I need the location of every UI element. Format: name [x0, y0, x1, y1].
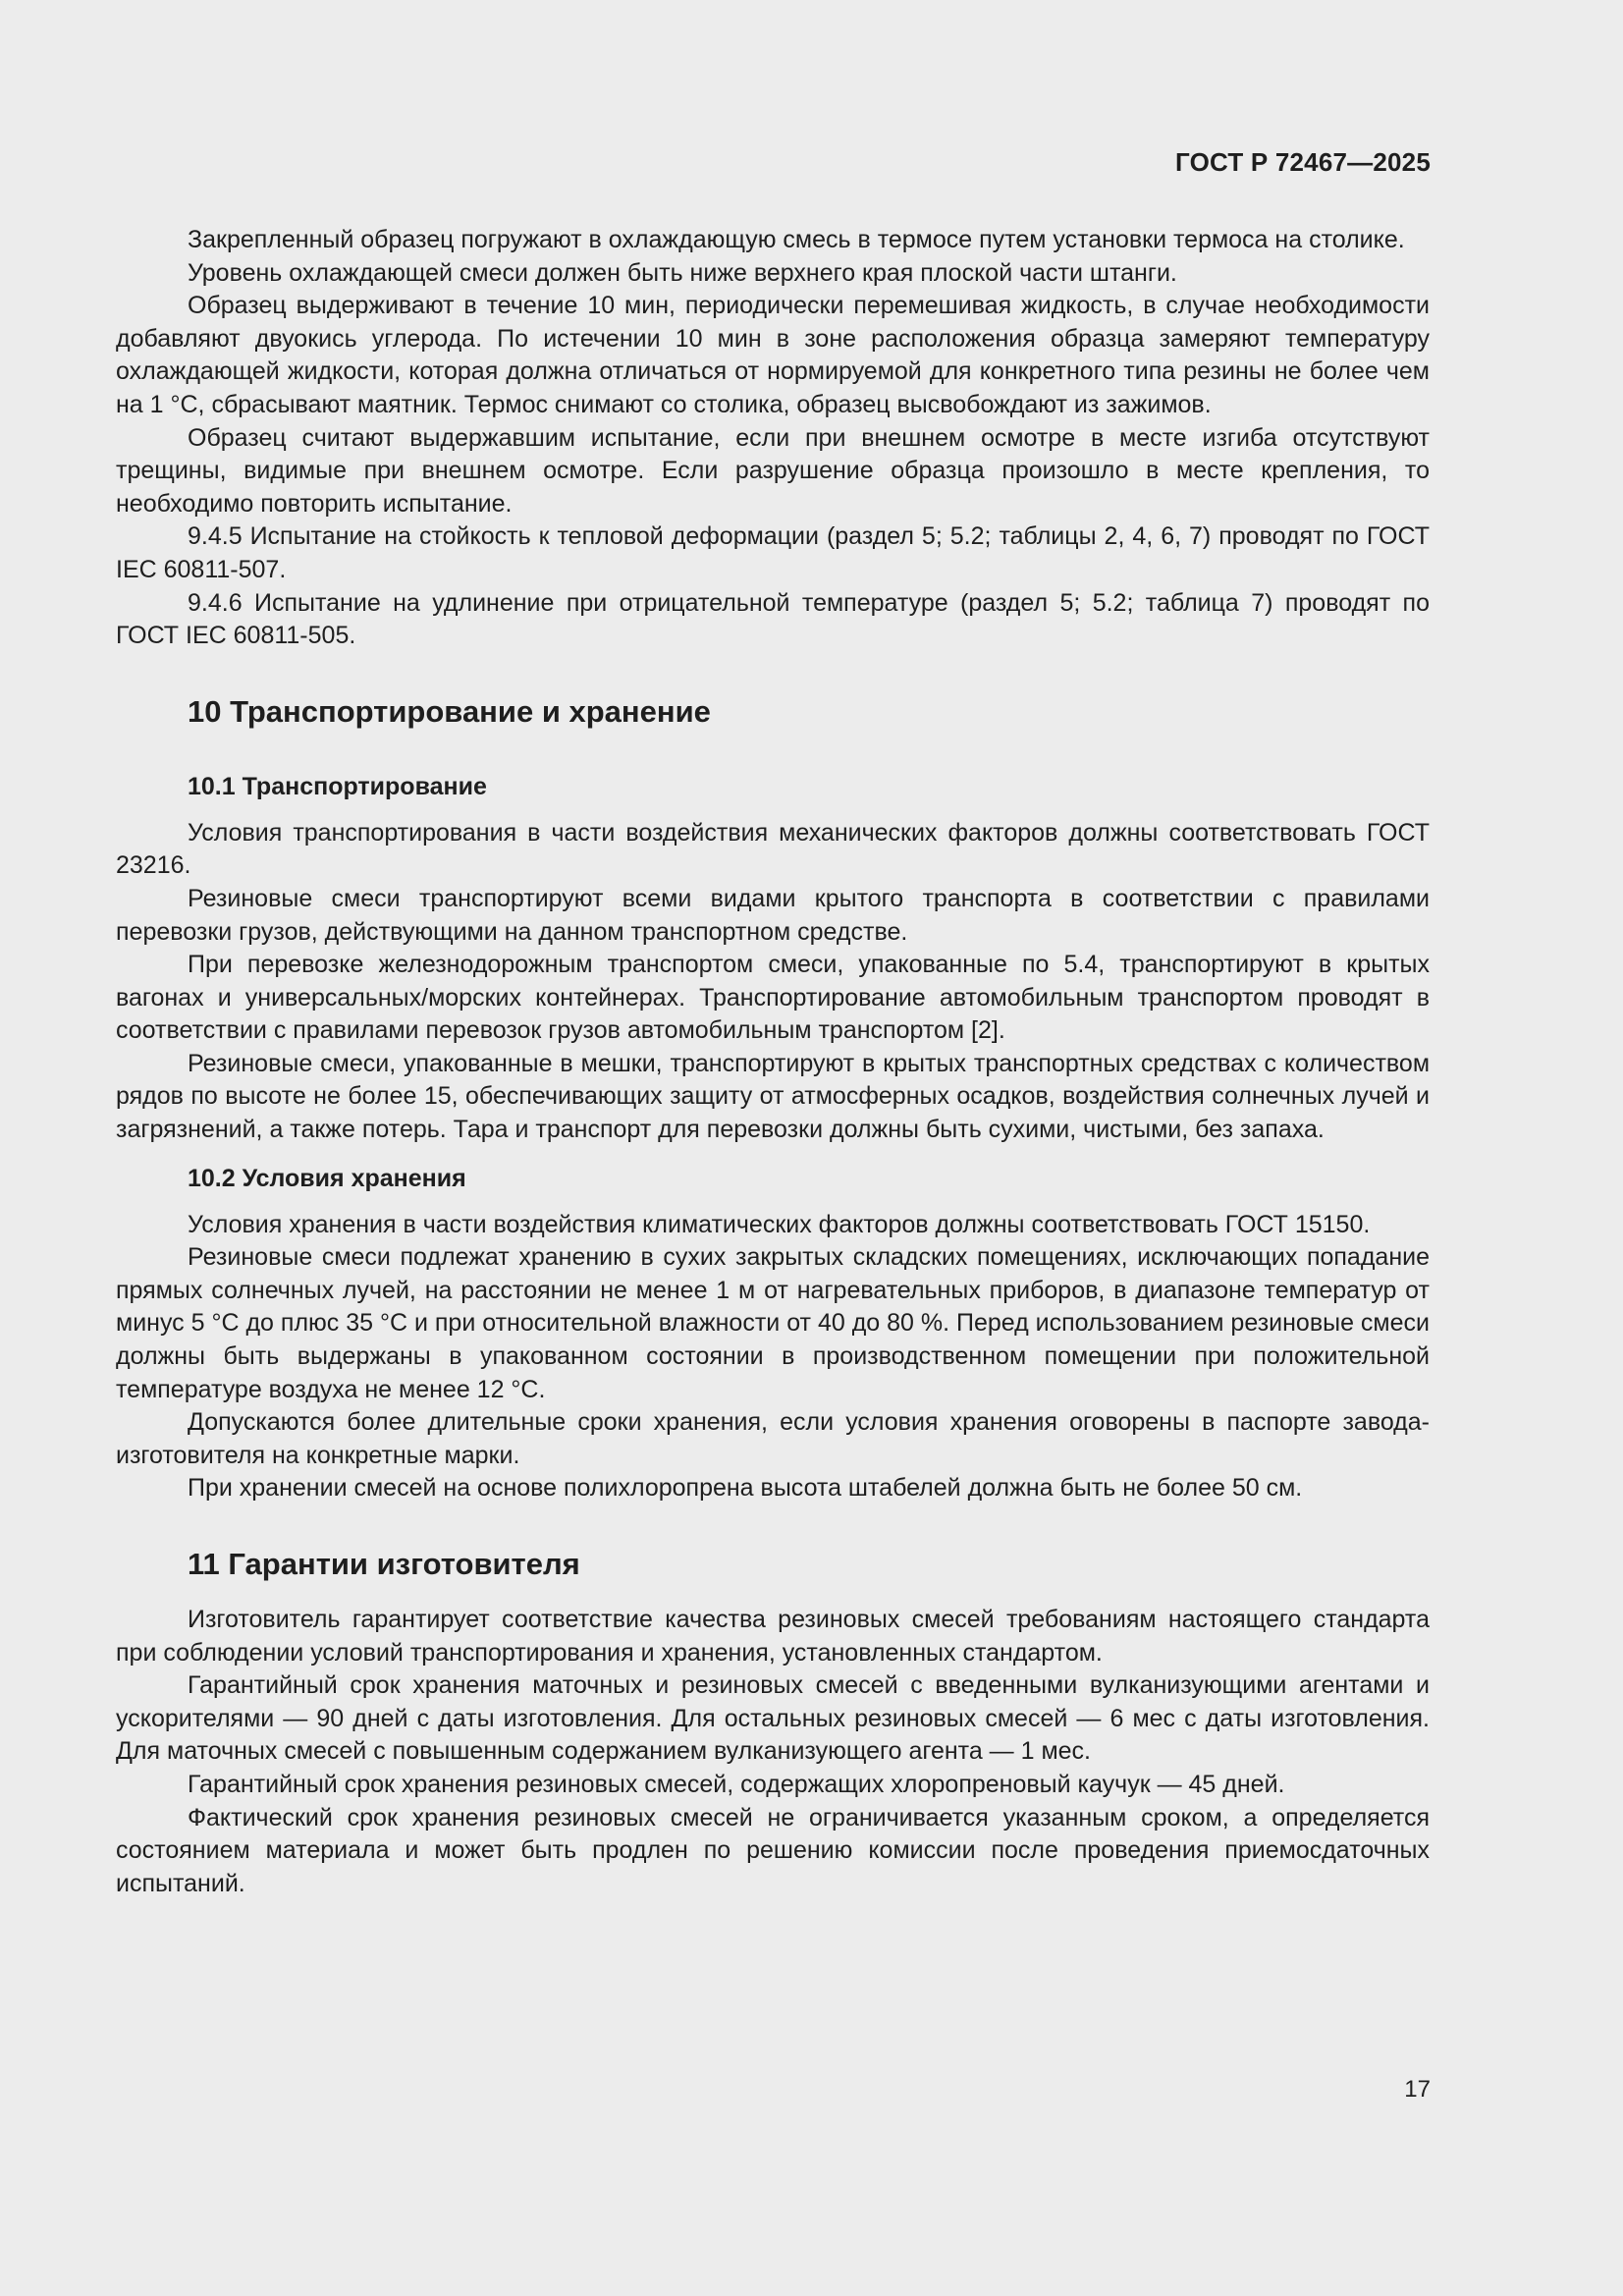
page-content: [116, 224, 1430, 1900]
clause-9-4-6: 9.4.6 Испытание на удлинение при отрицательной температуре (раздел 5; 5.2; таблица 7) проводят по ГОСТ IEC 60811-505.: [116, 588, 1430, 650]
document-code: ГОСТ Р 72467—2025: [1175, 147, 1431, 177]
paragraph: Допускаются более длительные сроки хранения, если условия хранения оговорены в паспорте завода-изготовителя на конкретные марки.: [116, 1408, 1430, 1469]
paragraph: Резиновые смеси транспортируют всеми видами крытого транспорта в соответствии с правилами перевозки грузов, действующими на данном транспортном средстве.: [116, 884, 1430, 946]
paragraph: Условия транспортирования в части воздействия механических факторов должны соответствовать ГОСТ 23216.: [116, 818, 1430, 880]
paragraph: При хранении смесей на основе полихлоропрена высота штабелей должна быть не более 50 см.: [188, 1474, 1303, 1503]
paragraph: При перевозке железнодорожным транспортом смеси, упакованные по 5.4, транспортируют в крытых вагонах и универсальных/морских контейнерах. Транспортирование автомобильным транспортом проводят в соответствии с правилами перевозок грузов автомобильным транспортом [2].: [116, 951, 1430, 1045]
subsection-heading-10-1: 10.1 Транспортирование: [188, 772, 487, 800]
paragraph: Образец считают выдержавшим испытание, если при внешнем осмотре в месте изгиба отсутствуют трещины, видимые при внешнем осмотре. Если разрушение образца произошло в месте крепления, то необходимо повторить испытание.: [116, 423, 1430, 518]
clause-9-4-5: 9.4.5 Испытание на стойкость к тепловой деформации (раздел 5; 5.2; таблицы 2, 4, 6, 7) проводят по ГОСТ IEC 60811-507.: [116, 522, 1430, 583]
paragraph: Изготовитель гарантирует соответствие качества резиновых смесей требованиям настоящего стандарта при соблюдении условий транспортирования и хранения, установленных стандартом.: [116, 1606, 1430, 1667]
paragraph: Условия хранения в части воздействия климатических факторов должны соответствовать ГОСТ 15150.: [188, 1210, 1371, 1238]
paragraph: Резиновые смеси, упакованные в мешки, транспортируют в крытых транспортных средствах с количеством рядов по высоте не более 15, обеспечивающих защиту от атмосферных осадков, воздействия солнечных лучей и загрязнений, а также потерь. Тара и транспорт для перевозки должны быть сухими, чистыми, без запаха.: [116, 1049, 1430, 1144]
paragraph: Гарантийный срок хранения маточных и резиновых смесей с введенными вулканизующими агентами и ускорителями — 90 дней с даты изготовления. Для остальных резиновых смесей — 6 мес с даты изготовления. Для маточных смесей с повышенным содержанием вулканизующего агента — 1 мес.: [116, 1671, 1430, 1766]
paragraph: Закрепленный образец погружают в охлаждающую смесь в термосе путем установки термоса на столике.: [188, 226, 1405, 253]
paragraph: Резиновые смеси подлежат хранению в сухих закрытых складских помещениях, исключающих попадание прямых солнечных лучей, на расстоянии не менее 1 м от нагревательных приборов, в диапазоне температур от минус 5 °С до плюс 35 °С и при относительной влажности от 40 до 80 %. Перед использованием резиновые смеси должны быть выдержаны в упакованном состоянии в производственном помещении при положительной температуре воздуха не менее 12 °С.: [116, 1243, 1430, 1403]
paragraph: Фактический срок хранения резиновых смесей не ограничивается указанным сроком, а определяется состоянием материала и может быть продлен по решению комиссии после проведения приемосдаточных испытаний.: [116, 1803, 1430, 1897]
section-heading-10: 10 Транспортирование и хранение: [188, 693, 711, 729]
paragraph: Образец выдерживают в течение 10 мин, периодически перемешивая жидкость, в случае необходимости добавляют двуокись углерода. По истечении 10 мин в зоне расположения образца замеряют температуру охлаждающей жидкости, которая должна отличаться от нормируемой для конкретного типа резины не более чем на 1 °С, сбрасывают маятник. Термос снимают со столика, образец высвобождают из зажимов.: [116, 292, 1430, 418]
paragraph: Гарантийный срок хранения резиновых смесей, содержащих хлоропреновый каучук — 45 дней.: [188, 1770, 1285, 1798]
section-heading-11: 11 Гарантии изготовителя: [188, 1547, 580, 1581]
subsection-heading-10-2: 10.2 Условия хранения: [188, 1164, 466, 1192]
page-number: 17: [1404, 2076, 1431, 2103]
paragraph: Уровень охлаждающей смеси должен быть ниже верхнего края плоской части штанги.: [188, 258, 1177, 287]
